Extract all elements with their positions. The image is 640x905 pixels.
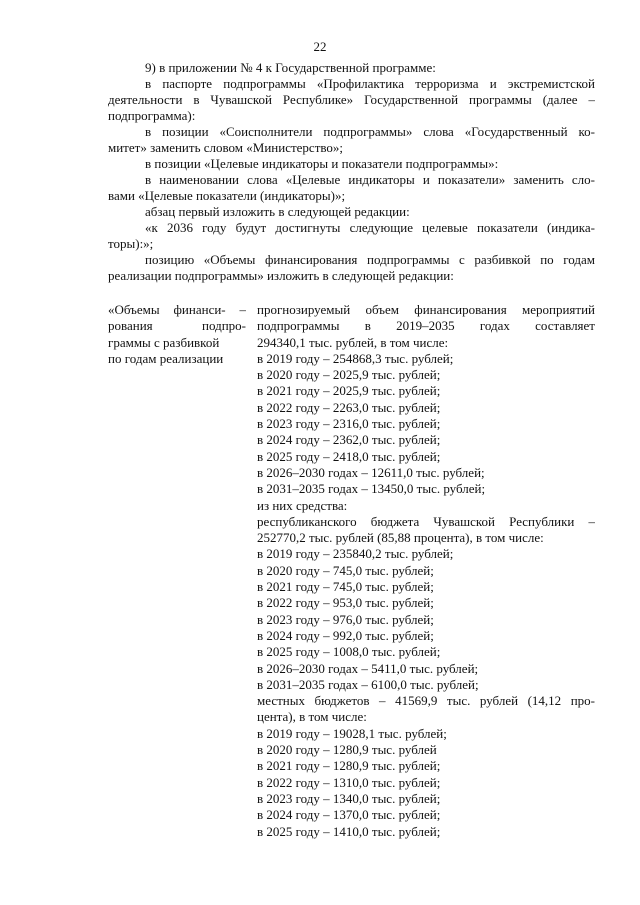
funding-line: в 2024 году – 992,0 тыс. рублей;	[257, 627, 434, 643]
funding-line: в 2024 году – 2362,0 тыс. рублей;	[257, 432, 441, 448]
funding-line: из них средства:	[257, 497, 348, 513]
funding-line: в 2021 году – 1280,9 тыс. рублей;	[257, 758, 441, 774]
funding-line: в 2031–2035 годах – 6100,0 тыс. рублей;	[257, 676, 479, 692]
text-line: «к 2036 году будут достигнуты следующие целевые показатели (индика-	[145, 220, 595, 235]
text-line: вами «Целевые показатели (индикаторы)»;	[108, 188, 346, 203]
funding-line: в 2019 году – 254868,3 тыс. рублей;	[257, 350, 454, 366]
amendment-text	[108, 60, 595, 284]
text-line: в позиции «Целевые индикаторы и показатели подпрограммы»:	[145, 156, 499, 171]
text-line: абзац первый изложить в следующей редакции:	[145, 204, 410, 219]
funding-line: в 2022 году – 953,0 тыс. рублей;	[257, 595, 434, 611]
funding-line: в 2025 году – 2418,0 тыс. рублей;	[257, 448, 441, 464]
funding-line: 294340,1 тыс. рублей, в том числе:	[257, 334, 449, 350]
funding-line: в 2019 году – 235840,2 тыс. рублей;	[257, 546, 454, 562]
text-line: митет» заменить словом «Министерство»;	[108, 140, 344, 155]
funding-line: в 2023 году – 2316,0 тыс. рублей;	[257, 416, 441, 432]
funding-line: 252770,2 тыс. рублей (85,88 процента), в том числе:	[257, 530, 544, 546]
funding-line: в 2024 году – 1370,0 тыс. рублей;	[257, 807, 441, 823]
funding-line: в 2020 году – 1280,9 тыс. рублей	[257, 742, 437, 758]
funding-line: в 2023 году – 976,0 тыс. рублей;	[257, 611, 434, 627]
text-line: деятельности в Чувашской Республике» Государственной программы (далее –	[108, 92, 595, 107]
text-line: в паспорте подпрограммы «Профилактика терроризма и экстремистской	[145, 76, 595, 91]
funding-line: в 2025 году – 1008,0 тыс. рублей;	[257, 644, 441, 660]
text-line: в позиции «Соисполнители подпрограммы» слова «Государственный ко-	[145, 124, 595, 139]
funding-line: в 2021 году – 2025,9 тыс. рублей;	[257, 383, 441, 399]
funding-line: в 2022 году – 2263,0 тыс. рублей;	[257, 399, 441, 415]
funding-table-value-cell	[257, 302, 595, 840]
funding-line: в 2023 году – 1340,0 тыс. рублей;	[257, 790, 441, 806]
funding-line: в 2022 году – 1310,0 тыс. рублей;	[257, 774, 441, 790]
funding-line: в 2026–2030 годах – 12611,0 тыс. рублей;	[257, 464, 485, 480]
funding-line: цента), в том числе:	[257, 709, 367, 725]
funding-table-label-cell	[108, 302, 246, 367]
text-line: позицию «Объемы финансирования подпрограммы с разбивкой по годам	[145, 252, 595, 267]
page-number: 22	[313, 39, 327, 54]
text-line: 9) в приложении № 4 к Государственной программе:	[145, 60, 436, 75]
text-line: торы):»;	[108, 236, 154, 251]
funding-line: подпрограммы в 2019–2035 годах составляет	[257, 318, 595, 334]
funding-line: местных бюджетов – 41569,9 тыс. рублей (14,12 про-	[257, 693, 595, 709]
funding-line: прогнозируемый объем финансирования мероприятий	[257, 302, 595, 317]
funding-line: в 2026–2030 годах – 5411,0 тыс. рублей;	[257, 660, 479, 676]
text-line: подпрограмма):	[108, 108, 196, 123]
label-line: рования подпро-	[108, 318, 246, 334]
label-line: «Объемы финанси- –	[108, 302, 246, 317]
funding-line: в 2025 году – 1410,0 тыс. рублей;	[257, 823, 441, 839]
text-line: в наименовании слова «Целевые индикаторы и показатели» заменить сло-	[145, 172, 595, 187]
funding-line: в 2020 году – 2025,9 тыс. рублей;	[257, 367, 441, 383]
funding-line: в 2020 году – 745,0 тыс. рублей;	[257, 562, 434, 578]
text-line: реализации подпрограммы» изложить в следующей редакции:	[108, 268, 454, 283]
label-line: по годам реализации	[108, 350, 224, 366]
funding-line: в 2019 году – 19028,1 тыс. рублей;	[257, 725, 447, 741]
funding-line: в 2021 году – 745,0 тыс. рублей;	[257, 579, 434, 595]
funding-line: в 2031–2035 годах – 13450,0 тыс. рублей;	[257, 481, 486, 497]
label-line: граммы с разбивкой	[108, 334, 220, 350]
funding-line: республиканского бюджета Чувашской Республики –	[257, 513, 595, 529]
